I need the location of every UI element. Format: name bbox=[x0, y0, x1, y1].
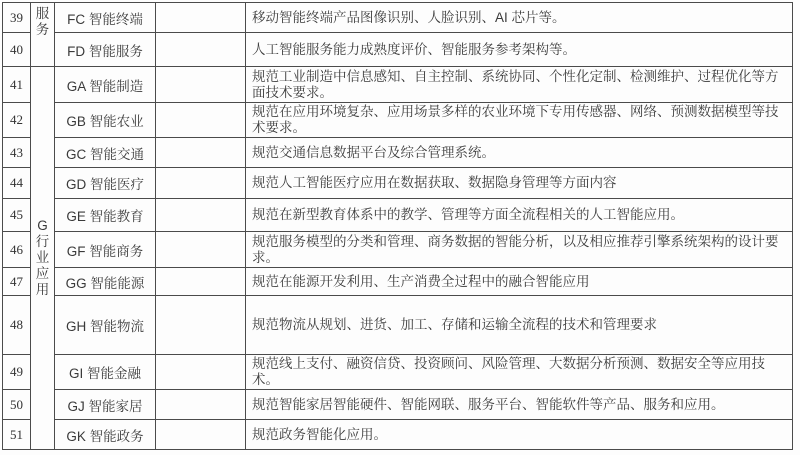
row-number-cell: 46 bbox=[3, 232, 31, 268]
row-number-cell: 41 bbox=[3, 67, 31, 103]
code-cell: GJ 智能家居 bbox=[55, 390, 156, 420]
table-row bbox=[3, 390, 793, 420]
description-cell: 规范智能家居智能硬件、智能网联、服务平台、智能软件等产品、服务和应用。 bbox=[246, 390, 793, 420]
description-cell: 规范交通信息数据平台及综合管理系统。 bbox=[246, 138, 793, 168]
description-cell: 规范政务智能化应用。 bbox=[246, 420, 793, 450]
description-cell: 移动智能终端产品图像识别、人脸识别、AI 芯片等。 bbox=[246, 3, 793, 33]
table-row bbox=[3, 268, 793, 296]
code-cell: GG 智能能源 bbox=[55, 268, 156, 296]
standard-number-cell bbox=[156, 3, 246, 33]
row-number-cell: 44 bbox=[3, 168, 31, 199]
standard-number-cell bbox=[156, 296, 246, 355]
row-number-cell: 43 bbox=[3, 138, 31, 168]
standard-number-cell bbox=[156, 268, 246, 296]
row-number-cell: 51 bbox=[3, 420, 31, 450]
category-cell bbox=[31, 3, 55, 67]
table-row bbox=[3, 3, 793, 33]
standard-number-cell bbox=[156, 103, 246, 138]
row-number-cell: 49 bbox=[3, 355, 31, 390]
code-cell: FD 智能服务 bbox=[55, 33, 156, 67]
standard-number-cell bbox=[156, 420, 246, 450]
code-cell: GH 智能物流 bbox=[55, 296, 156, 355]
description-cell: 规范在新型教育体系中的教学、管理等方面全流程相关的人工智能应用。 bbox=[246, 199, 793, 232]
code-cell: GA 智能制造 bbox=[55, 67, 156, 103]
code-cell: FC 智能终端 bbox=[55, 3, 156, 33]
code-cell: GC 智能交通 bbox=[55, 138, 156, 168]
description-cell: 规范物流从规划、进货、加工、存储和运输全流程的技术和管理要求 bbox=[246, 296, 793, 355]
table-row bbox=[3, 138, 793, 168]
standard-number-cell bbox=[156, 390, 246, 420]
description-cell: 规范人工智能医疗应用在数据获取、数据隐身管理等方面内容 bbox=[246, 168, 793, 199]
description-cell: 规范线上支付、融资信贷、投资顾问、风险管理、大数据分析预测、数据安全等应用技术。 bbox=[246, 355, 793, 390]
category-cell bbox=[31, 67, 55, 450]
table-row bbox=[3, 103, 793, 138]
standard-number-cell bbox=[156, 168, 246, 199]
code-cell: GK 智能政务 bbox=[55, 420, 156, 450]
category-label: G行业应用 bbox=[35, 218, 50, 297]
table-row bbox=[3, 199, 793, 232]
description-cell: 规范在能源开发利用、生产消费全过程中的融合智能应用 bbox=[246, 268, 793, 296]
standard-number-cell bbox=[156, 199, 246, 232]
row-number-cell: 48 bbox=[3, 296, 31, 355]
standard-number-cell bbox=[156, 355, 246, 390]
description-cell: 规范服务模型的分类和管理、商务数据的智能分析，以及相应推荐引擎系统架构的设计要求。 bbox=[246, 232, 793, 268]
row-number-cell: 50 bbox=[3, 390, 31, 420]
category-label: 服务 bbox=[35, 6, 50, 37]
standard-number-cell bbox=[156, 67, 246, 103]
row-number-cell: 40 bbox=[3, 33, 31, 67]
description-cell: 规范在应用环境复杂、应用场景多样的农业环境下专用传感器、网络、预测数据模型等技术要求。 bbox=[246, 103, 793, 138]
description-cell: 规范工业制造中信息感知、自主控制、系统协同、个性化定制、检测维护、过程优化等方面技术要求。 bbox=[246, 67, 793, 103]
table-row bbox=[3, 33, 793, 67]
table-row bbox=[3, 67, 793, 103]
row-number-cell: 45 bbox=[3, 199, 31, 232]
table-row bbox=[3, 420, 793, 450]
row-number-cell: 42 bbox=[3, 103, 31, 138]
standard-number-cell bbox=[156, 232, 246, 268]
standard-number-cell bbox=[156, 33, 246, 67]
table-row bbox=[3, 232, 793, 268]
code-cell: GI 智能金融 bbox=[55, 355, 156, 390]
description-cell: 人工智能服务能力成熟度评价、智能服务参考架构等。 bbox=[246, 33, 793, 67]
code-cell: GE 智能教育 bbox=[55, 199, 156, 232]
standards-table bbox=[2, 2, 793, 450]
code-cell: GD 智能医疗 bbox=[55, 168, 156, 199]
code-cell: GF 智能商务 bbox=[55, 232, 156, 268]
table-row bbox=[3, 168, 793, 199]
table-row bbox=[3, 296, 793, 355]
table-row bbox=[3, 355, 793, 390]
code-cell: GB 智能农业 bbox=[55, 103, 156, 138]
row-number-cell: 47 bbox=[3, 268, 31, 296]
standard-number-cell bbox=[156, 138, 246, 168]
row-number-cell: 39 bbox=[3, 3, 31, 33]
